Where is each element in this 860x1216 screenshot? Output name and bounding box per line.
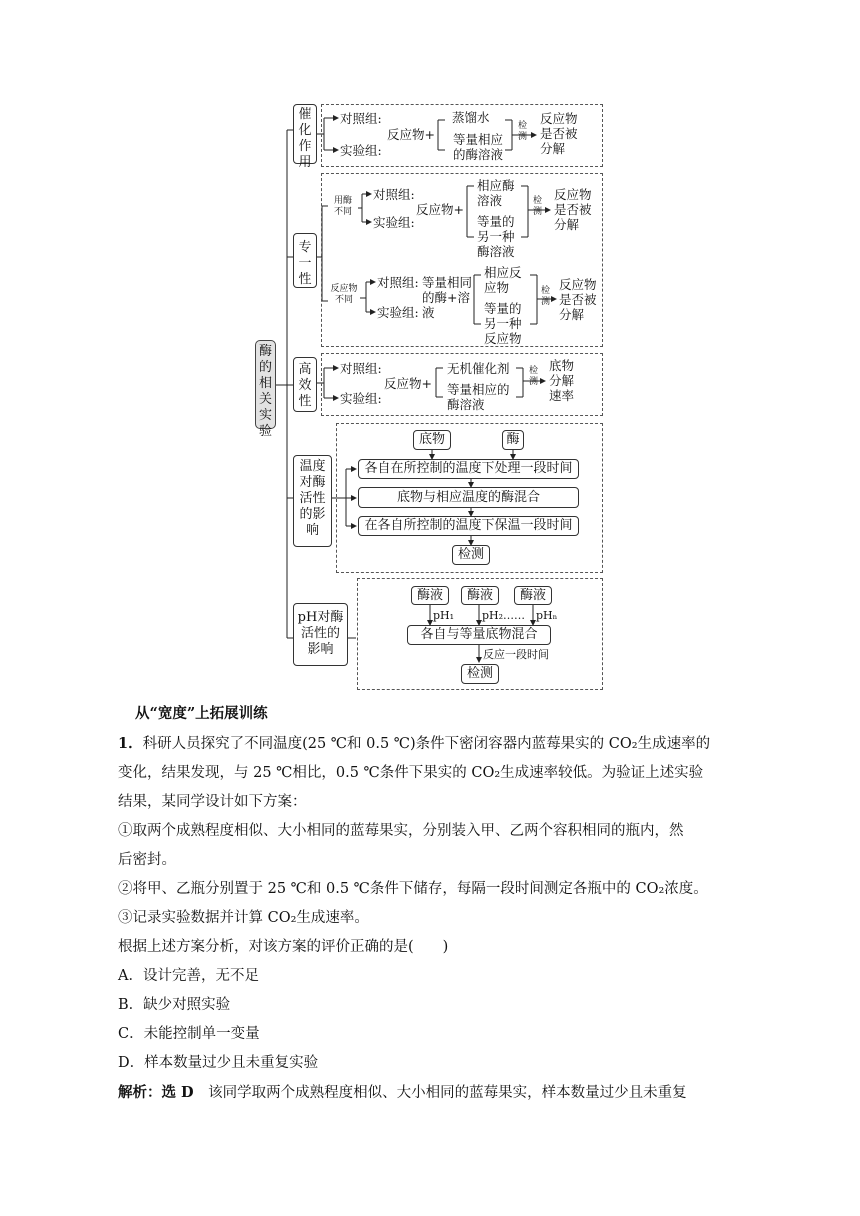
- plan-step-2: ②将甲、乙瓶分别置于 25 ℃和 0.5 ℃条件下储存，每隔一段时间测定各瓶中的 CO₂浓度。: [118, 881, 708, 897]
- spec1-reactant: 反应物+: [416, 202, 464, 217]
- spec2-result: 反应物是否被分解: [559, 277, 597, 322]
- temp-step3-box: [358, 516, 579, 536]
- spec1-opt2: 等量的另一种酶溶液: [477, 214, 515, 259]
- ph-react: 反应一段时间: [483, 648, 549, 661]
- question-stem-3: 结果，某同学设计如下方案：: [118, 794, 307, 810]
- temperature-node: [293, 455, 332, 547]
- spec2-experiment: 实验组:: [377, 305, 419, 320]
- catalysis-control: 对照组:: [340, 111, 382, 126]
- ph-value-n: pHₙ: [536, 609, 558, 622]
- catalysis-node: [293, 104, 317, 170]
- ph-detect-box: [461, 664, 499, 684]
- specificity-node: [293, 233, 317, 288]
- efficiency-label: 高效性: [298, 362, 312, 409]
- stem-line-1: 科研人员探究了不同温度(25 ℃和 0.5 ℃)条件下密闭容器内蓝莓果实的 CO₂生成速率的: [142, 736, 711, 752]
- question-number: 1．: [118, 735, 143, 752]
- ph-liquid-box-1: [411, 586, 449, 605]
- temp-substrate: 底物: [418, 432, 445, 447]
- analysis-choice: 选 D: [161, 1084, 194, 1101]
- eff-opt1: 无机催化剂: [447, 361, 510, 376]
- option-d: D．样本数量过少且未重复实验: [118, 1055, 319, 1071]
- option-c: C．未能控制单一变量: [118, 1026, 260, 1042]
- ph-node: [293, 603, 348, 666]
- eff-experiment: 实验组:: [340, 391, 382, 406]
- temp-step2-box: [358, 487, 579, 508]
- ph-liquid-2: 酶液: [466, 588, 493, 603]
- spec2-opt1: 相应反应物: [484, 265, 522, 295]
- option-b: B．缺少对照实验: [118, 997, 231, 1013]
- spec1-detect: 检测: [533, 196, 543, 217]
- ph-liquid-3: 酶液: [519, 588, 546, 603]
- ph-value-1: pH₁: [433, 609, 455, 622]
- plan-step-1b: 后密封。: [118, 852, 176, 868]
- question-stem-2: 变化，结果发现，与 25 ℃相比，0.5 ℃条件下果实的 CO₂生成速率较低。为验证上述实验: [118, 765, 704, 781]
- analysis-label: 解析：: [118, 1084, 162, 1101]
- spec1-experiment: 实验组:: [373, 215, 415, 230]
- plan-step-3: ③记录实验数据并计算 CO₂生成速率。: [118, 910, 369, 926]
- root-label: 酶的相关实验: [258, 344, 272, 439]
- temperature-label: 温度对酶活性的影响: [299, 459, 326, 538]
- plan-step-1a: ①取两个成熟程度相似、大小相同的蓝莓果实，分别装入甲、乙两个容积相同的瓶内，然: [118, 823, 684, 839]
- ph-liquid-box-2: [461, 586, 499, 605]
- ph-mix-box: [407, 625, 551, 645]
- catalysis-experiment: 实验组:: [340, 143, 382, 158]
- temp-substrate-box: [413, 430, 451, 450]
- ph-detect: 检测: [466, 666, 493, 681]
- temp-step1-box: [358, 459, 579, 479]
- ph-label: pH对酶活性的影响: [297, 610, 344, 657]
- spec2-detect: 检测: [541, 286, 551, 307]
- spec1-opt1: 相应酶溶液: [477, 178, 515, 208]
- temp-step1: 各自在所控制的温度下处理一段时间: [364, 461, 573, 476]
- substrate-diff-tag: 反应物不同: [330, 284, 358, 305]
- spec2-control: 对照组:: [377, 275, 419, 290]
- analysis: [118, 1078, 738, 1108]
- catalysis-detect: 检测: [518, 121, 528, 142]
- specificity-label: 专一性: [298, 240, 312, 287]
- eff-opt2: 等量相应的酶溶液: [447, 382, 510, 412]
- option-a: A．设计完善，无不足: [118, 968, 259, 984]
- catalysis-label: 催化作用: [298, 107, 312, 170]
- eff-control: 对照组:: [340, 361, 382, 376]
- catalysis-enzyme: 等量相应的酶溶液: [452, 132, 503, 162]
- catalysis-reactant: 反应物+: [387, 127, 435, 142]
- spec2-mid: 等量相同的酶+溶液: [422, 275, 473, 320]
- eff-reactant: 反应物+: [384, 376, 432, 391]
- ph-value-2: pH₂……: [482, 609, 526, 622]
- spec1-result: 反应物是否被分解: [554, 187, 592, 232]
- spec1-control: 对照组:: [373, 187, 415, 202]
- root-node: [255, 340, 276, 439]
- eff-detect: 检测: [529, 366, 539, 387]
- ph-mix: 各自与等量底物混合: [420, 627, 538, 642]
- catalysis-water: 蒸馏水: [452, 110, 490, 125]
- temp-enzyme-box: [502, 430, 524, 450]
- spec2-opt2: 等量的另一种反应物: [484, 301, 522, 346]
- eff-result: 底物分解速率: [549, 358, 575, 403]
- catalysis-result: 反应物是否被分解: [540, 111, 578, 156]
- enzyme-diff-tag: 用酶不同: [333, 196, 352, 217]
- ph-liquid-box-3: [514, 586, 552, 605]
- temp-enzyme: 酶: [506, 432, 520, 447]
- temp-detect-box: [452, 545, 490, 565]
- temp-step3: 在各自所控制的温度下保温一段时间: [364, 518, 573, 533]
- question-prompt: 根据上述方案分析，对该方案的评价正确的是( ): [118, 939, 449, 955]
- section-title: 从“宽度”上拓展训练: [135, 705, 268, 722]
- efficiency-node: [293, 357, 317, 412]
- ph-liquid-1: 酶液: [416, 588, 443, 603]
- temp-detect: 检测: [457, 547, 484, 562]
- analysis-text: 该同学取两个成熟程度相似、大小相同的蓝莓果实，样本数量过少且未重复: [208, 1085, 687, 1101]
- temp-step2: 底物与相应温度的酶混合: [396, 490, 540, 505]
- question-stem-1: [118, 729, 738, 759]
